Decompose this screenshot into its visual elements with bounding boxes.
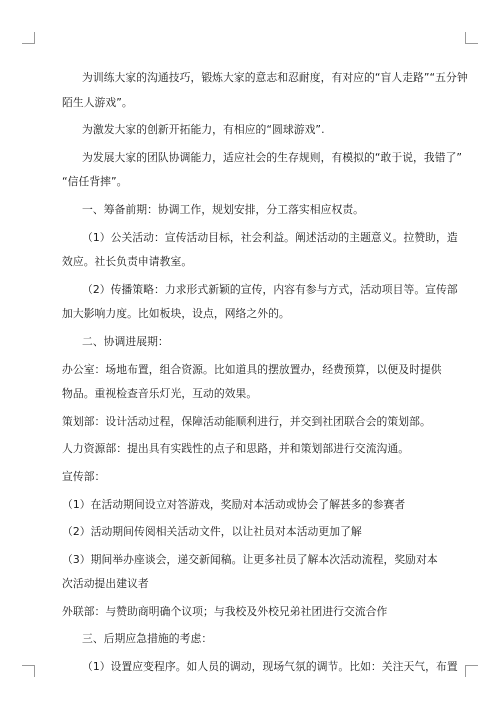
text-line: 一、筹备前期：协调工作，规划安排，分工落实相应权责。 bbox=[82, 202, 365, 216]
text-line: 物品。重视检查音乐灯光，互动的效果。 bbox=[62, 387, 258, 401]
text-line: “信任背摔”。 bbox=[62, 175, 128, 189]
crop-mark-top-right-horizontal bbox=[466, 43, 478, 44]
text-line: 外联部：与赞助商明确个议项；与我校及外校兄弟社团进行交流合作 bbox=[62, 604, 388, 618]
text-line: 三、后期应急措施的考虑： bbox=[82, 632, 213, 646]
text-line: 宣传部： bbox=[62, 469, 106, 483]
text-line: 效应。社长负责申请教室。 bbox=[62, 255, 193, 269]
text-line: 人力资源部：提出具有实践性的点子和思路，并和策划部进行交流沟通。 bbox=[62, 442, 410, 456]
crop-mark-bottom-right-horizontal bbox=[466, 665, 478, 666]
document-body bbox=[62, 66, 468, 680]
text-line: （2）活动期间传阅相关活动文件，以让社员对本活动更加了解 bbox=[62, 525, 362, 539]
text-line: 为训练大家的沟通技巧，锻炼大家的意志和忍耐度，有对应的“盲人走路”“五分钟 bbox=[82, 71, 468, 84]
crop-mark-bottom-left-vertical bbox=[34, 665, 35, 677]
text-line: （2）传播策略：力求形式新颖的宣传，内容有参与方式，活动项目等。宣传部 bbox=[82, 282, 458, 296]
crop-mark-top-left-horizontal bbox=[22, 43, 34, 44]
text-line: （1）公关活动：宣传活动目标，社会利益。阐述活动的主题意义。拉赞助，造 bbox=[82, 230, 458, 244]
crop-mark-bottom-right-vertical bbox=[465, 665, 466, 677]
text-line: 为发展大家的团队协调能力，适应社会的生存规则，有模拟的“敢于说，我错了” bbox=[82, 150, 463, 164]
text-line: 二、协调进展期： bbox=[82, 334, 169, 348]
text-line: （1）在活动期间设立对答游戏，奖励对本活动或协会了解甚多的参赛者 bbox=[62, 497, 406, 511]
text-line: 策划部：设计活动过程，保障活动能顺利进行，并交到社团联合会的策划部。 bbox=[62, 414, 431, 428]
crop-mark-top-left-vertical bbox=[34, 32, 35, 44]
text-line: 陌生人游戏”。 bbox=[62, 95, 133, 109]
text-line: 办公室：场地布置，组合资源。比如道具的摆放置办，经费预算，以便及时提供 bbox=[62, 362, 442, 376]
text-line: 加大影响力度。比如板块，设点，网络之外的。 bbox=[62, 307, 290, 321]
text-line: （3）期间举办座谈会，递交新闻稿。让更多社员了解本次活动流程，奖励对本 bbox=[62, 552, 438, 566]
crop-mark-bottom-left-horizontal bbox=[22, 665, 34, 666]
text-line: （1）设置应变程序。如人员的调动，现场气氛的调节。比如：关注天气，布置 bbox=[82, 660, 458, 674]
text-line: 为激发大家的创新开拓能力，有相应的“圆球游戏”. bbox=[82, 123, 325, 137]
text-line: 次活动提出建议者 bbox=[62, 577, 149, 591]
